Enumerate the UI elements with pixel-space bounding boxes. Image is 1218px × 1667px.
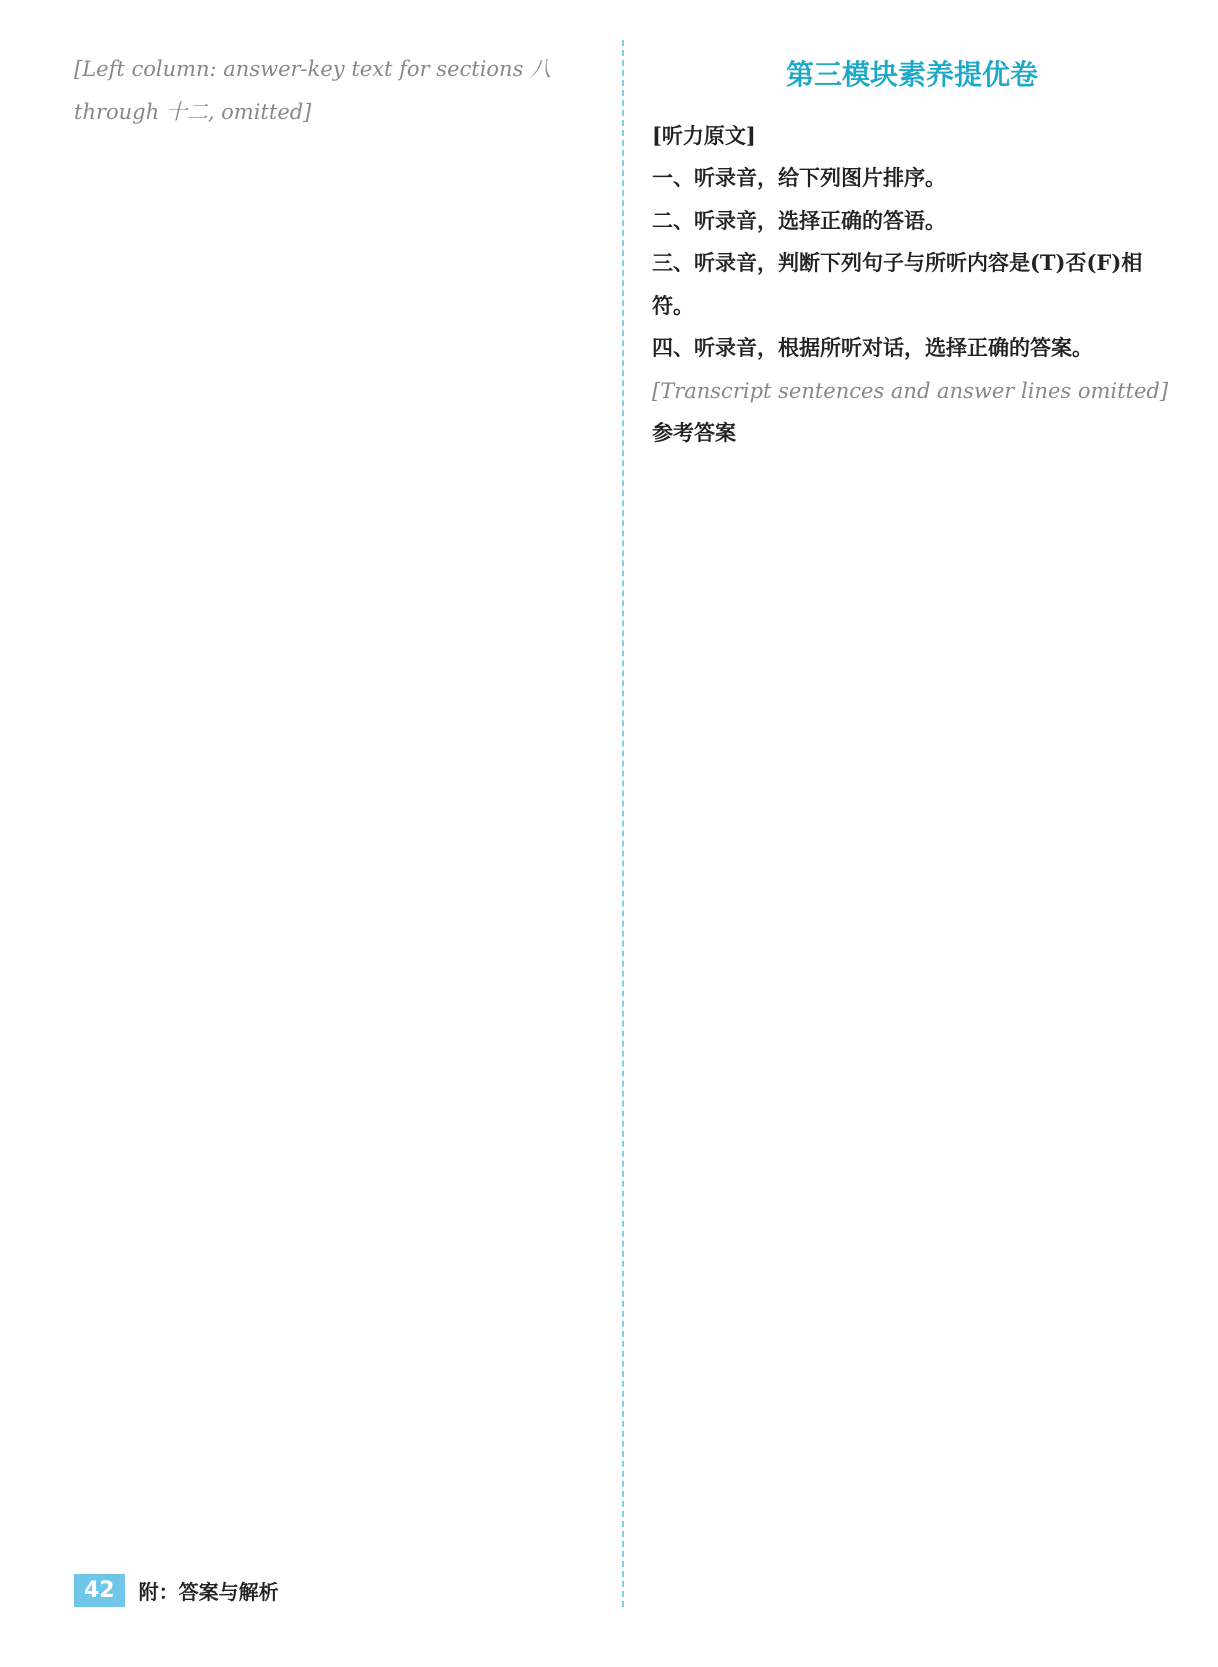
section-heading-2: 二、听录音，选择正确的答语。 — [652, 207, 946, 233]
transcript-label: [听力原文] — [652, 122, 756, 148]
page-footer — [74, 1574, 279, 1607]
right-column-placeholder: [Transcript sentences and answer lines omitted] — [652, 378, 1169, 403]
section-title: 第三模块素养提优卷 — [785, 58, 1038, 91]
column-divider — [622, 40, 624, 1607]
right-column — [652, 48, 1172, 455]
answers-label: 参考答案 — [652, 420, 736, 445]
page-number: 42 — [74, 1574, 125, 1607]
section-heading-1: 一、听录音，给下列图片排序。 — [652, 165, 946, 190]
footer-label: 附：答案与解析 — [138, 1580, 279, 1604]
section-heading-3: 三、听录音，判断下列句子与所听内容是(T)否(F)相符。 — [652, 250, 1143, 318]
left-column — [74, 48, 594, 133]
section-heading-4: 四、听录音，根据所听对话，选择正确的答案。 — [652, 335, 1093, 360]
left-column-placeholder: [Left column: answer-key text for sections 八 through 十二, omitted] — [74, 57, 552, 124]
